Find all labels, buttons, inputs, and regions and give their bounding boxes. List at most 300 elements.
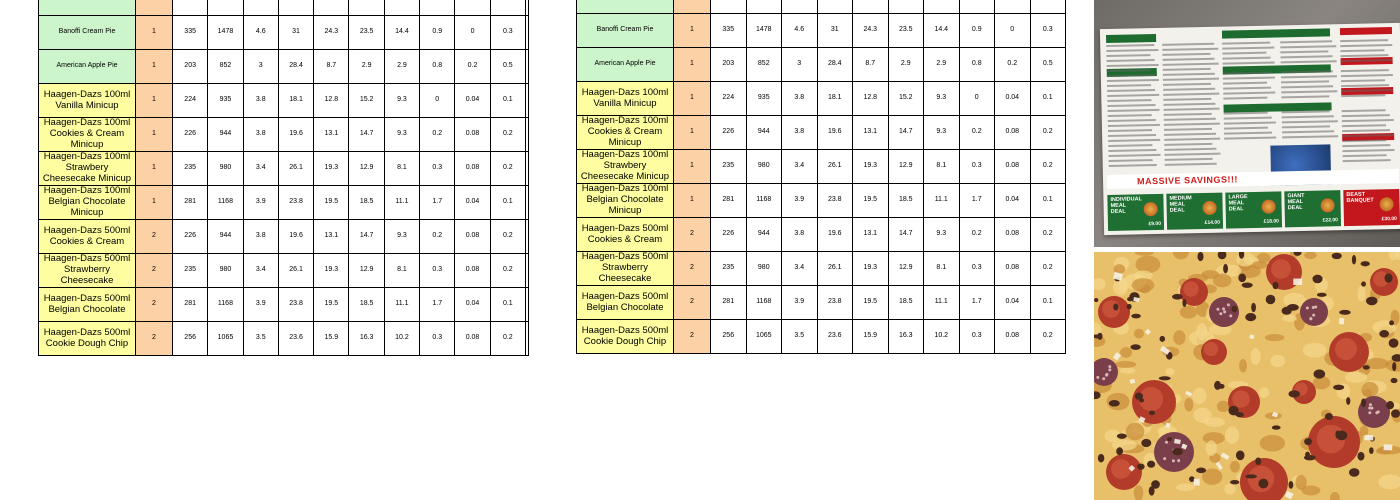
nutrient-value-cell: 19.6: [278, 118, 313, 152]
nutrient-value-cell: 11.1: [384, 186, 419, 220]
ground-beef: [1357, 452, 1364, 461]
table-row: [39, 152, 529, 186]
nutrient-value-cell: 18.5: [888, 184, 924, 218]
meal-deal-price: £22.00: [1322, 216, 1338, 224]
meal-deal-card: [1166, 193, 1223, 230]
salami-fat: [1229, 314, 1232, 317]
nutrient-value-cell: 18.5: [349, 288, 384, 322]
portion-cell: 1: [136, 186, 173, 220]
menu-text-line: [1342, 124, 1386, 127]
menu-text-line: [1222, 42, 1270, 45]
pepperoni-highlight: [1232, 390, 1250, 408]
portion-cell: 2: [136, 254, 173, 288]
menu-text-line: [1162, 53, 1210, 56]
cheese-texture: [1120, 347, 1132, 358]
product-name-cell: Haagen-Dazs 100ml Vanilla Minicup: [39, 84, 136, 118]
menu-text-line: [1280, 45, 1336, 48]
menu-text-line: [1224, 127, 1268, 130]
portion-cell: 1: [136, 50, 173, 84]
menu-board: [1100, 23, 1400, 235]
menu-text-line: [1282, 110, 1330, 113]
nutrient-value-cell: 19.3: [853, 150, 889, 184]
nutrient-value-cell: 980: [746, 252, 782, 286]
nutrient-value-cell: 0.3: [490, 16, 525, 50]
nutrient-value-cell: 0.3: [959, 150, 995, 184]
cheese-texture: [1120, 368, 1135, 374]
portion-cell: 1: [674, 184, 711, 218]
nutrient-value-cell: 281: [173, 288, 208, 322]
menu-text-line: [1343, 154, 1387, 157]
table-row: [39, 118, 529, 152]
ground-beef: [1363, 365, 1370, 370]
nutrient-value-cell: [959, 0, 995, 14]
table-row: [39, 50, 529, 84]
menu-text-line: [1108, 134, 1156, 137]
menu-text-line: [1163, 103, 1215, 106]
menu-text-line: [1107, 89, 1155, 92]
nutrient-value-cell: 0.3: [420, 322, 455, 356]
ground-beef: [1245, 474, 1257, 478]
menu-text-line: [1109, 164, 1157, 167]
table-row: [39, 220, 529, 254]
salami-fat: [1369, 403, 1372, 406]
cheese-texture: [1192, 388, 1206, 404]
cheese-texture: [1213, 274, 1231, 288]
nutrient-value-cell: [349, 0, 384, 16]
menu-text-line: [1224, 132, 1272, 135]
nutrient-value-cell: 0.08: [995, 116, 1031, 150]
menu-text-line: [1162, 48, 1218, 51]
nutrient-value-cell: 3.9: [782, 184, 818, 218]
nutrient-value-cell: 235: [173, 254, 208, 288]
portion-cell: 2: [136, 288, 173, 322]
ground-beef: [1317, 293, 1327, 297]
ground-beef: [1141, 439, 1151, 447]
menu-text-line: [1106, 49, 1158, 52]
ground-beef: [1304, 438, 1312, 445]
cheese-texture: [1239, 359, 1247, 372]
table-row: [577, 82, 1066, 116]
ground-beef: [1159, 376, 1171, 380]
table-row: [577, 184, 1066, 218]
ground-beef: [1223, 264, 1228, 274]
ground-beef: [1346, 397, 1350, 405]
salami-fat: [1165, 441, 1168, 444]
salami-fat: [1108, 368, 1111, 371]
nutrient-value-cell: 9.3: [384, 220, 419, 254]
ground-beef: [1242, 282, 1253, 287]
nutrient-value-cell: 0.3: [959, 320, 995, 354]
meal-deal-price: £18.00: [1263, 218, 1279, 225]
menu-text-line: [1165, 158, 1213, 161]
ground-beef: [1366, 297, 1377, 306]
ground-beef: [1130, 344, 1140, 350]
menu-text-line: [1281, 70, 1333, 73]
product-name-cell: Haagen-Dazs 100ml Cookies & Cream Minicup: [577, 116, 674, 150]
nutrient-value-cell: 0.5: [490, 50, 525, 84]
ground-beef: [1273, 282, 1279, 289]
nutrition-table-body: [577, 0, 1066, 354]
menu-text-line: [1165, 153, 1221, 156]
nutrient-value-cell: 18.1: [278, 84, 313, 118]
nutrient-value-cell: 31: [817, 14, 853, 48]
menu-text-line: [1107, 84, 1151, 87]
nutrient-value-cell: 256: [711, 320, 747, 354]
nutrient-value-cell: 335: [711, 14, 747, 48]
salami-fat: [1105, 374, 1108, 377]
menu-text-line: [1164, 128, 1212, 131]
nutrient-value-cell: 23.8: [817, 184, 853, 218]
product-name-cell: Haagen-Dazs 100ml Belgian Chocolate Minicup: [39, 186, 136, 220]
nutrient-value-cell: 852: [208, 50, 243, 84]
nutrient-value-cell: 19.6: [278, 220, 313, 254]
ground-beef: [1389, 320, 1394, 325]
nutrient-value-cell: 18.5: [888, 286, 924, 320]
nutrient-value-cell: 11.1: [384, 288, 419, 322]
table-row: [577, 0, 1066, 14]
nutrient-value-cell: 1065: [208, 322, 243, 356]
product-name-cell: Haagen-Dazs 500ml Belgian Chocolate: [39, 288, 136, 322]
menu-text-line: [1223, 72, 1271, 75]
salami-fat: [1102, 377, 1105, 380]
nutrient-value-cell: 9.3: [924, 218, 960, 252]
onion-piece: [1384, 444, 1393, 450]
menu-text-line: [1281, 90, 1337, 93]
salami-fat: [1108, 365, 1111, 368]
product-name-cell: Haagen-Dazs 500ml Belgian Chocolate: [577, 286, 674, 320]
menu-banner: MASSIVE SAVINGS!!!: [1107, 169, 1399, 189]
portion-cell: 1: [674, 82, 711, 116]
nutrient-value-cell: 23.8: [278, 288, 313, 322]
nutrient-value-cell: 3.4: [782, 150, 818, 184]
nutrient-value-cell: 15.9: [314, 322, 349, 356]
nutrient-value-cell: 13.1: [314, 118, 349, 152]
portion-cell: [674, 0, 711, 14]
ground-beef: [1289, 481, 1294, 489]
nutrient-value-cell: 1.7: [959, 184, 995, 218]
nutrient-value-cell: 226: [711, 116, 747, 150]
nutrient-value-cell: 3.8: [243, 118, 278, 152]
menu-text-line: [1163, 78, 1219, 81]
nutrient-value-cell: 9.3: [924, 82, 960, 116]
ground-beef: [1236, 451, 1245, 461]
salami-fat: [1368, 411, 1371, 414]
ground-beef: [1333, 385, 1344, 390]
nutrient-value-cell: 3.8: [243, 220, 278, 254]
ground-beef: [1167, 437, 1172, 441]
nutrient-value-cell: 26.1: [817, 252, 853, 286]
ground-beef: [1389, 338, 1399, 347]
menu-text-line: [1223, 97, 1267, 100]
ground-beef: [1314, 369, 1326, 378]
menu-text-line: [1281, 60, 1337, 63]
menu-text-line: [1342, 109, 1386, 112]
menu-text-line: [1108, 109, 1160, 112]
menu-section-header: [1106, 34, 1156, 43]
ground-beef: [1094, 298, 1098, 302]
menu-text-line: [1282, 130, 1334, 133]
nutrient-value-cell: [817, 0, 853, 14]
menu-text-line: [1281, 80, 1329, 83]
nutrient-value-cell: 13.1: [853, 116, 889, 150]
menu-section-header: [1222, 28, 1330, 38]
menu-text-line: [1107, 64, 1159, 67]
nutrient-value-cell: [278, 0, 313, 16]
ground-beef: [1287, 304, 1299, 311]
menu-text-line: [1342, 144, 1390, 147]
nutrient-value-cell: 0.08: [995, 218, 1031, 252]
nutrient-value-cell: 23.6: [278, 322, 313, 356]
portion-cell: 2: [674, 218, 711, 252]
ground-beef: [1361, 281, 1366, 286]
ground-beef: [1098, 454, 1104, 463]
cheese-texture: [1225, 427, 1239, 444]
nutrient-value-cell: 14.4: [924, 14, 960, 48]
nutrient-value-cell: 11.1: [924, 286, 960, 320]
meal-deal-label: LARGE MEAL DEAL: [1228, 194, 1248, 213]
ground-beef: [1109, 400, 1120, 407]
menu-text-line: [1163, 68, 1211, 71]
table-edge-right: [1066, 0, 1096, 356]
menu-text-line: [1224, 136, 1276, 139]
onion-piece: [1339, 318, 1344, 325]
nutrient-value-cell: 26.1: [817, 150, 853, 184]
ground-beef: [1147, 461, 1155, 468]
menu-text-line: [1163, 93, 1219, 96]
salami-fat: [1223, 310, 1226, 313]
ground-beef: [1245, 313, 1256, 321]
pizza-icon: [1320, 198, 1334, 212]
table-row: [39, 186, 529, 220]
nutrient-value-cell: 19.6: [817, 116, 853, 150]
menu-text-line: [1108, 144, 1152, 147]
nutrient-value-cell: 0.08: [995, 320, 1031, 354]
cheese-texture: [1180, 306, 1197, 319]
salami-fat: [1306, 306, 1309, 309]
meal-deal-label: INDIVIDUAL MEAL DEAL: [1110, 196, 1142, 215]
nutrient-value-cell: 0.2: [490, 220, 525, 254]
nutrient-value-cell: 3.8: [782, 218, 818, 252]
menu-text-line: [1223, 82, 1267, 85]
nutrient-value-cell: 852: [746, 48, 782, 82]
ground-beef: [1335, 431, 1339, 439]
menu-text-line: [1341, 69, 1389, 72]
nutrient-value-cell: 0.2: [1030, 252, 1066, 286]
onion-piece: [1364, 435, 1373, 440]
nutrient-value-cell: 14.7: [349, 118, 384, 152]
nutrient-value-cell: 1.7: [420, 288, 455, 322]
nutrient-value-cell: 19.5: [314, 288, 349, 322]
product-name-cell: Haagen-Dazs 500ml Cookie Dough Chip: [39, 322, 136, 356]
nutrient-value-cell: 0.08: [455, 322, 490, 356]
pizza-icon: [1202, 201, 1216, 215]
menu-text-line: [1107, 99, 1151, 102]
menu-text-line: [1165, 163, 1217, 166]
nutrient-value-cell: 14.7: [349, 220, 384, 254]
salami-fat: [1314, 305, 1317, 308]
nutrient-value-cell: 944: [746, 218, 782, 252]
menu-text-line: [1163, 58, 1215, 61]
nutrient-value-cell: 3: [782, 48, 818, 82]
menu-text-line: [1163, 63, 1219, 66]
meal-deal-card: [1225, 191, 1282, 228]
nutrient-value-cell: [490, 0, 525, 16]
menu-text-line: [1224, 112, 1268, 115]
ground-beef: [1349, 468, 1359, 477]
ground-beef: [1352, 255, 1356, 265]
menu-text-line: [1162, 43, 1214, 46]
nutrient-value-cell: 3.5: [243, 322, 278, 356]
menu-text-line: [1164, 148, 1216, 151]
menu-text-line: [1281, 75, 1337, 78]
nutrient-value-cell: 28.4: [278, 50, 313, 84]
nutrient-value-cell: [455, 0, 490, 16]
menu-text-line: [1282, 120, 1338, 123]
product-name-cell: Haagen-Dazs 500ml Cookies & Cream: [577, 218, 674, 252]
ground-beef: [1182, 299, 1186, 307]
pepperoni-highlight: [1335, 338, 1357, 360]
nutrient-value-cell: 18.1: [817, 82, 853, 116]
menu-text-line: [1282, 125, 1330, 128]
product-name-cell: Haagen-Dazs 100ml Strawbery Cheesecake Minicup: [39, 152, 136, 186]
nutrient-value-cell: 16.3: [349, 322, 384, 356]
nutrient-value-cell: 14.7: [888, 116, 924, 150]
cheese-texture: [1115, 361, 1137, 368]
nutrient-value-cell: 0.2: [490, 322, 525, 356]
nutrient-value-cell: 8.1: [384, 152, 419, 186]
nutrient-value-cell: 0.2: [959, 218, 995, 252]
nutrient-value-cell: [208, 0, 243, 16]
menu-text-line: [1281, 85, 1333, 88]
portion-cell: 2: [674, 252, 711, 286]
menu-text-line: [1342, 149, 1394, 152]
nutrient-value-cell: [746, 0, 782, 14]
nutrient-value-cell: 1478: [208, 16, 243, 50]
ground-beef: [1391, 409, 1400, 417]
nutrient-value-cell: 226: [711, 218, 747, 252]
nutrient-value-cell: 12.9: [888, 252, 924, 286]
nutrient-value-cell: 31: [278, 16, 313, 50]
menu-text-line: [1109, 154, 1161, 157]
nutrient-value-cell: 26.1: [278, 152, 313, 186]
nutrient-value-cell: 18.5: [349, 186, 384, 220]
table-row: [39, 84, 529, 118]
nutrient-value-cell: 2.9: [888, 48, 924, 82]
nutrient-value-cell: 0.2: [1030, 218, 1066, 252]
ground-beef: [1196, 468, 1206, 474]
meal-deal-price: £30.00: [1381, 215, 1397, 223]
menu-board-photo: [1094, 0, 1400, 247]
salami-fat: [1375, 411, 1378, 414]
ground-beef: [1097, 333, 1102, 340]
salami-fat: [1309, 317, 1312, 320]
nutrient-value-cell: 10.2: [384, 322, 419, 356]
nutrient-value-cell: 3.9: [243, 288, 278, 322]
table-row: [577, 252, 1066, 286]
ground-beef: [1332, 253, 1342, 259]
menu-text-line: [1224, 117, 1272, 120]
nutrient-value-cell: 23.8: [278, 186, 313, 220]
nutrient-value-cell: 1168: [746, 184, 782, 218]
cheese-texture: [1217, 401, 1230, 412]
ground-beef: [1137, 463, 1144, 469]
pizza-icon: [1144, 202, 1158, 216]
menu-text-line: [1343, 159, 1391, 162]
meal-deal-card: [1284, 190, 1341, 227]
menu-text-line: [1223, 62, 1275, 65]
portion-cell: 2: [136, 220, 173, 254]
nutrient-value-cell: 12.9: [349, 254, 384, 288]
product-name-cell: Haagen-Dazs 100ml Strawbery Cheesecake Minicup: [577, 150, 674, 184]
cheese-texture: [1176, 483, 1195, 491]
menu-text-line: [1108, 129, 1152, 132]
table-row: [577, 320, 1066, 354]
salami-fat: [1177, 459, 1180, 462]
ground-beef: [1214, 381, 1221, 390]
ground-beef: [1172, 448, 1182, 455]
nutrient-value-cell: 4.6: [782, 14, 818, 48]
pizza-illustration: [1094, 252, 1400, 500]
nutrient-value-cell: 224: [173, 84, 208, 118]
menu-text-line: [1342, 129, 1390, 132]
product-name-cell: Haagen-Dazs 500ml Cookie Dough Chip: [577, 320, 674, 354]
nutrient-value-cell: [173, 0, 208, 16]
nutrient-value-cell: 2.9: [349, 50, 384, 84]
portion-cell: 1: [136, 118, 173, 152]
cheese-texture: [1251, 348, 1261, 365]
nutrient-value-cell: 19.5: [853, 184, 889, 218]
cheese-texture: [1260, 435, 1285, 452]
menu-text-line: [1108, 124, 1160, 127]
cheese-texture: [1270, 355, 1285, 367]
nutrient-value-cell: 8.1: [924, 150, 960, 184]
menu-text-line: [1280, 50, 1328, 53]
cheese-texture: [1282, 315, 1296, 322]
nutrient-value-cell: 0.3: [1030, 14, 1066, 48]
nutrient-value-cell: [384, 0, 419, 16]
nutrient-value-cell: 12.9: [349, 152, 384, 186]
ground-beef: [1361, 398, 1366, 407]
ground-beef: [1258, 479, 1268, 489]
nutrient-value-cell: 0.04: [455, 288, 490, 322]
menu-text-line: [1222, 47, 1274, 50]
salami-fat: [1222, 307, 1225, 310]
nutrient-value-cell: 3.5: [782, 320, 818, 354]
nutrient-value-cell: 28.4: [817, 48, 853, 82]
salami-slice: [1300, 298, 1328, 326]
ground-beef: [1160, 336, 1166, 342]
cheese-texture: [1303, 343, 1327, 358]
nutrient-value-cell: 1.7: [420, 186, 455, 220]
nutrient-value-cell: 1168: [208, 186, 243, 220]
nutrient-value-cell: 0.2: [490, 118, 525, 152]
ground-beef: [1228, 406, 1238, 416]
nutrition-table-right: [576, 0, 1066, 354]
nutrient-value-cell: 980: [208, 152, 243, 186]
menu-text-line: [1342, 114, 1390, 117]
salami-fat: [1312, 314, 1315, 317]
table-row: [39, 322, 529, 356]
nutrient-value-cell: 19.3: [314, 152, 349, 186]
nutrient-value-cell: 3.4: [243, 152, 278, 186]
nutrient-value-cell: 15.9: [853, 320, 889, 354]
nutrient-value-cell: 0.1: [490, 84, 525, 118]
menu-text-line: [1164, 123, 1220, 126]
cheese-texture: [1361, 382, 1378, 397]
nutrient-value-cell: 0.2: [455, 50, 490, 84]
nutrient-value-cell: 26.1: [278, 254, 313, 288]
portion-cell: 1: [674, 14, 711, 48]
